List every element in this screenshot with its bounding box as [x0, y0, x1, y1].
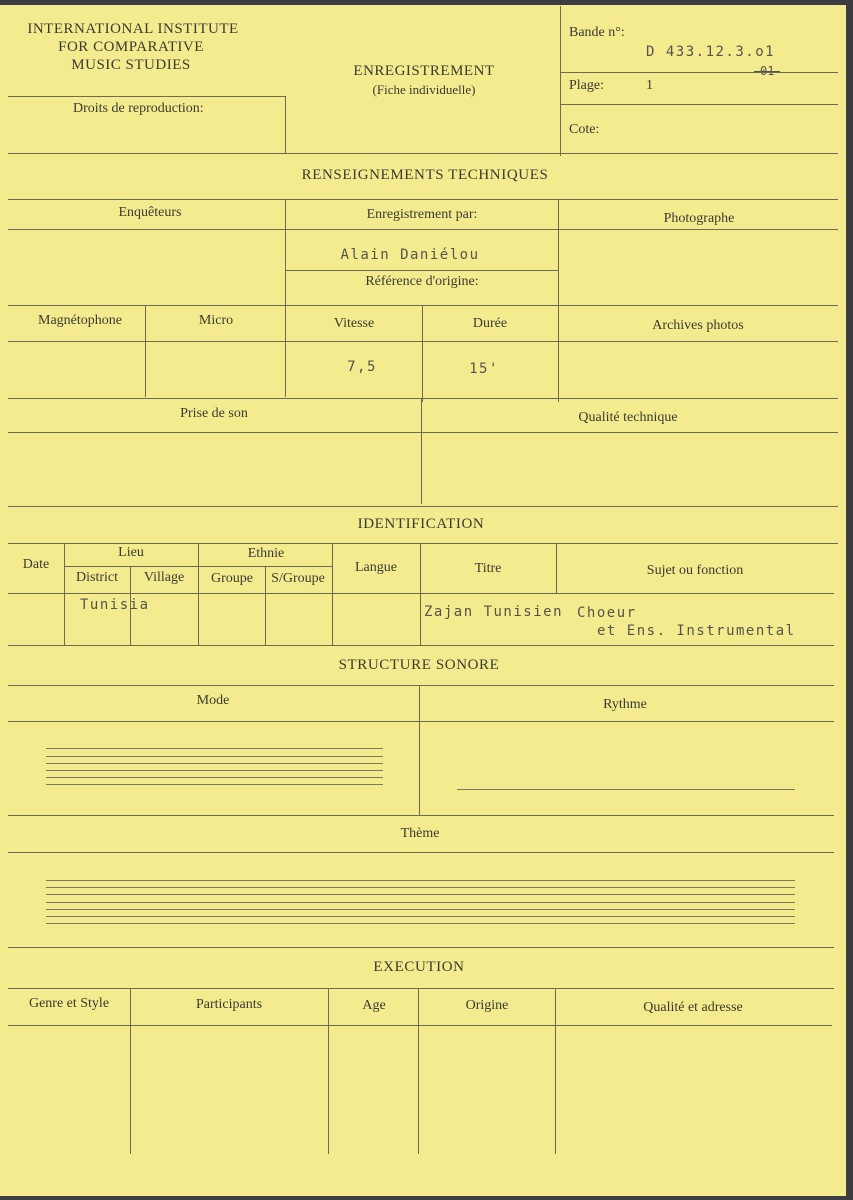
section-rule — [8, 199, 838, 200]
column-divider — [145, 305, 146, 397]
enregistrement-value: Alain Daniélou — [340, 247, 480, 263]
vitesse-value: 7,5 — [347, 359, 377, 375]
fill-line — [46, 894, 795, 895]
section-rule — [8, 645, 834, 646]
prise-de-son-label: Prise de son — [180, 406, 248, 421]
column-divider — [332, 543, 333, 645]
section-rule — [8, 506, 838, 507]
form-title: ENREGISTREMENT — [353, 63, 495, 79]
row-rule — [8, 815, 834, 816]
fill-line — [46, 777, 383, 778]
bande-value: D 433.12.3.o1 — [646, 44, 776, 60]
column-divider — [555, 988, 556, 1154]
institute-name-line3: MUSIC STUDIES — [71, 57, 191, 73]
magnetophone-label: Magnétophone — [38, 313, 122, 328]
sgroupe-label: S/Groupe — [271, 571, 325, 586]
plage-value: 1 — [646, 78, 653, 93]
participants-label: Participants — [195, 997, 263, 1012]
vitesse-label: Vitesse — [333, 316, 375, 331]
column-divider — [285, 199, 286, 305]
bande-struck-value: 01 — [760, 64, 775, 78]
date-label: Date — [22, 557, 50, 572]
institute-name-line1: INTERNATIONAL INSTITUTE — [27, 21, 239, 37]
origine-label: Origine — [465, 998, 509, 1013]
sujet-value-line2: et Ens. Instrumental — [597, 623, 796, 639]
column-divider — [64, 543, 65, 645]
column-divider — [419, 685, 420, 815]
reference-label: Référence d'origine: — [365, 274, 479, 289]
duree-label: Durée — [472, 316, 508, 331]
fill-line — [46, 909, 795, 910]
header-divider — [560, 72, 838, 73]
form-subtitle: (Fiche individuelle) — [372, 82, 476, 97]
row-rule — [8, 1025, 832, 1026]
bande-label: Bande n°: — [569, 25, 625, 40]
titre-label: Titre — [474, 561, 502, 576]
row-rule — [8, 305, 838, 306]
enqueteurs-label: Enquêteurs — [118, 205, 182, 220]
fill-line — [457, 789, 795, 790]
archives-photos-label: Archives photos — [652, 318, 744, 333]
row-rule — [8, 852, 834, 853]
ethnie-label: Ethnie — [247, 546, 285, 561]
section-rule — [8, 153, 838, 154]
row-rule — [8, 432, 838, 433]
titre-value: Zajan Tunisien — [424, 604, 564, 620]
section-rule — [8, 543, 838, 544]
row-rule — [8, 593, 834, 594]
photographe-label: Photographe — [663, 211, 735, 226]
district-value: Tunisia — [80, 597, 150, 613]
row-rule — [8, 229, 838, 230]
fill-line — [46, 923, 795, 924]
fill-line — [46, 756, 383, 757]
district-label: District — [76, 570, 118, 585]
row-rule — [8, 721, 834, 722]
institute-name-line2: FOR COMPARATIVE — [58, 39, 204, 55]
droits-label: Droits de reproduction: — [73, 101, 204, 116]
header-divider — [560, 104, 838, 105]
fill-line — [46, 902, 795, 903]
section-rule — [8, 947, 834, 948]
theme-label: Thème — [400, 826, 440, 841]
header-divider — [560, 6, 561, 156]
row-rule — [8, 341, 838, 342]
column-divider — [328, 988, 329, 1154]
row-rule — [8, 398, 838, 399]
fill-line — [46, 748, 383, 749]
header-divider — [8, 96, 286, 97]
row-rule — [286, 270, 558, 271]
mode-label: Mode — [196, 693, 230, 708]
village-label: Village — [143, 570, 185, 585]
section-title-execution: EXECUTION — [373, 959, 465, 975]
fill-line — [46, 916, 795, 917]
section-title-technique: RENSEIGNEMENTS TECHNIQUES — [301, 167, 549, 183]
enregistrement-label: Enregistrement par: — [366, 207, 478, 222]
duree-value: 15' — [469, 361, 499, 377]
column-divider — [418, 988, 419, 1154]
sujet-label: Sujet ou fonction — [646, 563, 744, 578]
section-rule — [8, 988, 834, 989]
column-divider — [285, 305, 286, 397]
rythme-label: Rythme — [603, 697, 647, 712]
langue-label: Langue — [355, 560, 397, 575]
section-title-structure: STRUCTURE SONORE — [338, 657, 500, 673]
fill-line — [46, 770, 383, 771]
age-label: Age — [362, 998, 386, 1013]
sujet-value-line1: Choeur — [577, 605, 637, 621]
lieu-label: Lieu — [118, 545, 144, 560]
genre-style-label: Genre et Style — [28, 996, 110, 1011]
qualite-adresse-label: Qualité et adresse — [643, 1000, 743, 1015]
column-divider — [556, 543, 557, 593]
column-divider — [422, 305, 423, 402]
fill-line — [46, 763, 383, 764]
column-divider — [558, 305, 559, 402]
micro-label: Micro — [198, 313, 234, 328]
column-divider — [265, 566, 266, 645]
column-divider — [421, 398, 422, 504]
fill-line — [46, 784, 383, 785]
groupe-label: Groupe — [211, 571, 253, 586]
column-divider — [130, 988, 131, 1154]
qualite-technique-label: Qualité technique — [578, 410, 678, 425]
plage-label: Plage: — [569, 78, 604, 93]
cote-label: Cote: — [569, 122, 600, 137]
column-divider — [198, 543, 199, 645]
header-divider — [285, 96, 286, 153]
fill-line — [46, 880, 795, 881]
fill-line — [46, 887, 795, 888]
column-divider — [558, 199, 559, 306]
column-divider — [420, 543, 421, 645]
section-rule — [8, 685, 834, 686]
section-title-identification: IDENTIFICATION — [357, 516, 485, 532]
